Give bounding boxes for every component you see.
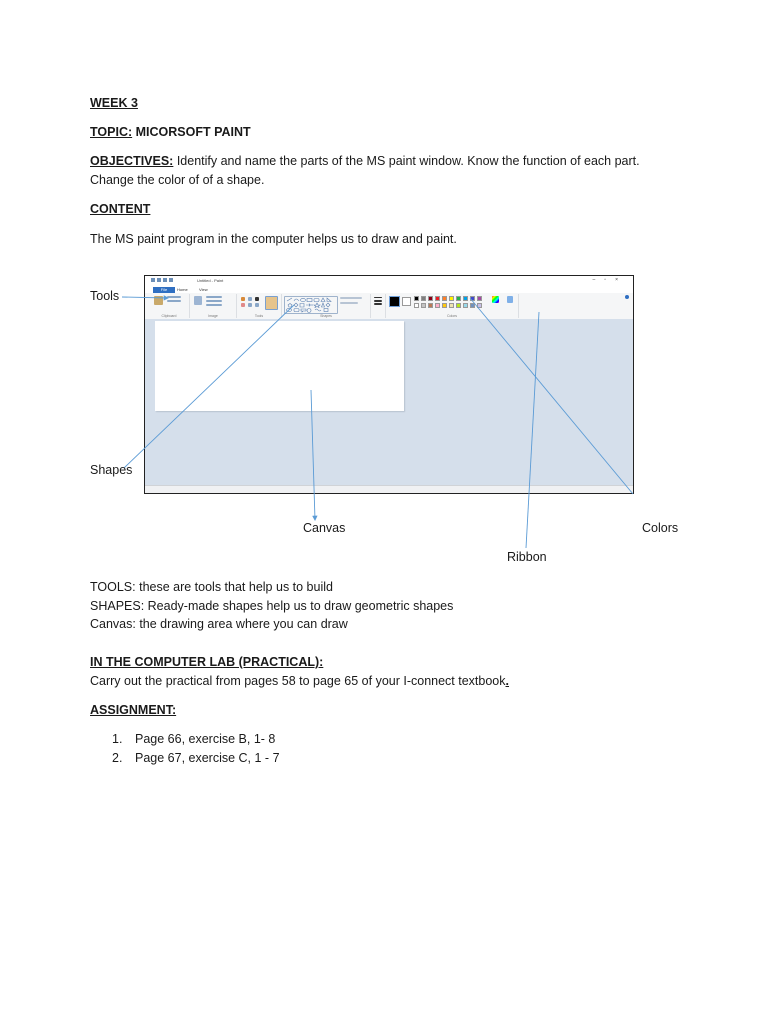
- size-control: [371, 294, 386, 318]
- group-shapes: [282, 294, 371, 318]
- definition-canvas: Canvas: the drawing area where you can draw: [90, 617, 348, 631]
- assignment-item-number: 2.: [112, 751, 123, 765]
- crop-icon: [206, 296, 222, 298]
- palette-swatch: [435, 303, 440, 308]
- lab-heading: IN THE COMPUTER LAB (PRACTICAL):: [90, 655, 324, 669]
- topic-label: TOPIC:: [90, 125, 133, 139]
- group-image-label: Image: [208, 314, 218, 318]
- palette-swatch: [421, 303, 426, 308]
- brushes-icon: [265, 296, 278, 310]
- definition-tools: TOOLS: these are tools that help us to build: [90, 580, 333, 594]
- color-palette: [414, 296, 484, 310]
- magnifier-icon: [255, 303, 259, 307]
- week-heading: WEEK 3: [90, 96, 138, 110]
- eraser-icon: [241, 303, 245, 307]
- size-icon: [374, 297, 382, 298]
- palette-swatch: [463, 303, 468, 308]
- intro-text: The MS paint program in the computer helps us to draw and paint.: [90, 232, 457, 246]
- edit-colors-icon: [492, 296, 499, 303]
- select-icon: [194, 296, 202, 305]
- content-heading: CONTENT: [90, 202, 151, 216]
- palette-swatch: [470, 303, 475, 308]
- fill-shape-icon: [340, 302, 358, 304]
- palette-swatch: [442, 303, 447, 308]
- quick-access-toolbar: [151, 278, 191, 283]
- assignment-item-text: Page 67, exercise C, 1 - 7: [135, 751, 280, 765]
- palette-swatch: [414, 296, 419, 301]
- paint-window-screenshot: [144, 275, 634, 494]
- topic-line: [90, 124, 251, 140]
- tab-home: Home: [177, 287, 188, 292]
- topic-value: MICORSOFT PAINT: [132, 125, 251, 139]
- assignment-item: [112, 750, 280, 766]
- assignment-item: [112, 731, 275, 747]
- palette-swatch: [456, 296, 461, 301]
- color-picker-icon: [248, 303, 252, 307]
- definition-shapes: SHAPES: Ready-made shapes help us to draw geometric shapes: [90, 599, 454, 613]
- paint-canvas: [155, 321, 404, 411]
- tab-view: View: [199, 287, 208, 292]
- rotate-icon: [206, 304, 222, 306]
- group-colors-label: Colors: [446, 314, 458, 318]
- label-tools: Tools: [90, 289, 120, 303]
- palette-swatch: [456, 303, 461, 308]
- paint-statusbar: [145, 485, 633, 493]
- group-colors: [386, 294, 519, 318]
- palette-swatch: [477, 303, 482, 308]
- shapes-gallery-icons: [285, 297, 337, 313]
- pencil-icon: [241, 297, 245, 301]
- palette-swatch: [421, 296, 426, 301]
- palette-swatch: [463, 296, 468, 301]
- label-shapes: Shapes: [90, 463, 133, 477]
- palette-swatch: [414, 303, 419, 308]
- color-1-swatch: [389, 296, 400, 307]
- paint-window-title: Untitled - Paint: [197, 278, 224, 283]
- palette-swatch: [449, 296, 454, 301]
- label-colors: Colors: [642, 521, 679, 535]
- paint-ribbon-tabs: [145, 286, 633, 293]
- assignment-item-number: 1.: [112, 732, 123, 746]
- assignment-heading: ASSIGNMENT:: [90, 703, 177, 717]
- tab-file: File: [153, 287, 175, 293]
- cut-icon: [167, 296, 181, 298]
- group-tools: [237, 294, 282, 318]
- palette-swatch: [435, 296, 440, 301]
- palette-swatch: [470, 296, 475, 301]
- paint-ribbon: [145, 293, 633, 320]
- lab-trailing-period: .: [505, 674, 509, 688]
- objectives-text-continued: Change the color of of a shape.: [90, 173, 265, 187]
- text-icon: [255, 297, 259, 301]
- group-shapes-label: Shapes: [320, 314, 332, 318]
- palette-swatch: [449, 303, 454, 308]
- group-image: [190, 294, 237, 318]
- lab-text-line: [90, 673, 509, 689]
- shapes-gallery: [284, 296, 338, 314]
- assignment-item-text: Page 66, exercise B, 1- 8: [135, 732, 276, 746]
- paint-titlebar: [145, 276, 633, 286]
- group-tools-label: Tools: [254, 314, 264, 318]
- help-icon: [625, 295, 629, 299]
- lab-text: Carry out the practical from pages 58 to page 65 of your I-connect textbook: [90, 674, 506, 688]
- objectives-label: OBJECTIVES:: [90, 154, 174, 168]
- paste-icon: [154, 296, 163, 305]
- palette-swatch: [428, 296, 433, 301]
- objectives-line: [90, 153, 640, 169]
- label-ribbon: Ribbon: [507, 550, 547, 564]
- window-controls: –▫×: [592, 277, 627, 283]
- fill-icon: [248, 297, 252, 301]
- resize-icon: [206, 300, 222, 302]
- palette-swatch: [442, 296, 447, 301]
- palette-swatch: [428, 303, 433, 308]
- palette-swatch: [477, 296, 482, 301]
- outline-icon: [340, 297, 362, 299]
- label-canvas: Canvas: [303, 521, 346, 535]
- objectives-text: Identify and name the parts of the MS paint window. Know the function of each part.: [173, 154, 640, 168]
- group-clipboard-label: Clipboard: [161, 314, 177, 318]
- group-clipboard: [149, 294, 190, 318]
- paint3d-icon: [507, 296, 513, 303]
- copy-icon: [167, 300, 181, 302]
- paint-workspace: [145, 319, 633, 486]
- color-2-swatch: [402, 297, 411, 306]
